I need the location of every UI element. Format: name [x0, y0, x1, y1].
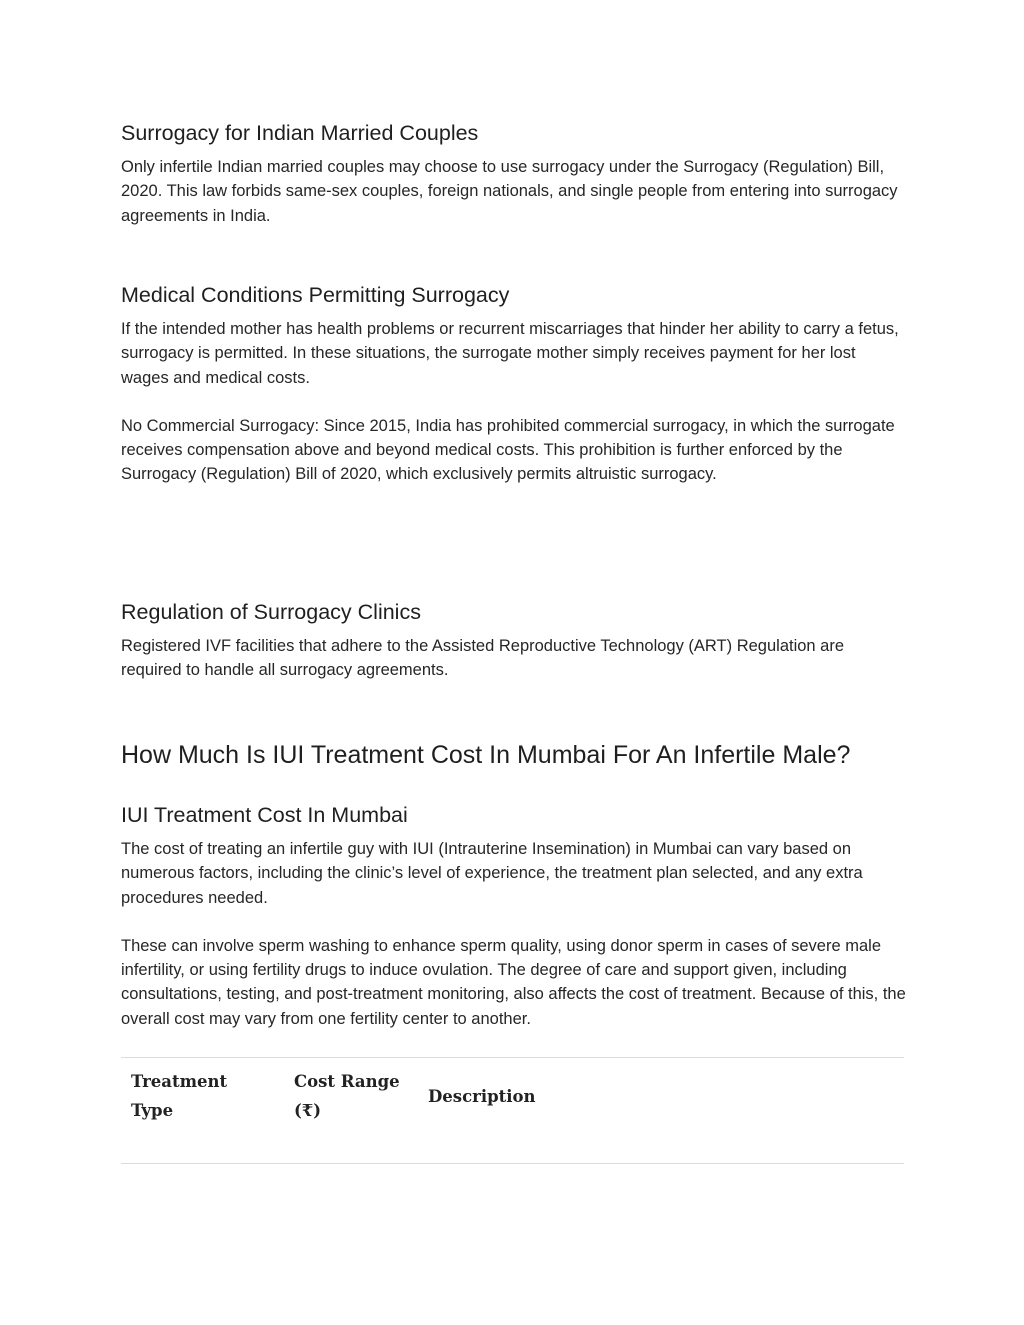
section-medical-conditions: [121, 281, 907, 487]
main-heading-block: [121, 739, 907, 771]
section-paragraph: If the intended mother has health problems or recurrent miscarriages that hinder her ability to carry a fetus, surrogacy is permitted. In these situations, the surrogate mother simply receives payment for her lost wages and medical costs.: [121, 320, 899, 387]
section-paragraph: These can involve sperm washing to enhance sperm quality, using donor sperm in cases of severe male infertility, or using fertility drugs to induce ovulation. The degree of care and support given, including consultations, testing, and post-treatment monitoring, also affects the cost of treatment. Because of this, the overall cost may vary from one fertility center to another.: [121, 936, 906, 1028]
section-paragraph: Only infertile Indian married couples may choose to use surrogacy under the Surrogacy (Regulation) Bill, 2020. This law forbids same-sex couples, foreign nationals, and single people from entering into surrogacy agreements in India.: [121, 158, 898, 225]
section-heading: Surrogacy for Indian Married Couples: [121, 121, 479, 145]
main-heading: How Much Is IUI Treatment Cost In Mumbai For An Infertile Male?: [121, 741, 851, 769]
section-paragraph: The cost of treating an infertile guy with IUI (Intrauterine Insemination) in Mumbai can vary based on numerous factors, including the clinic’s level of experience, the treatment plan selected, and any extra procedures needed.: [121, 840, 863, 907]
table-header-cost-range: Cost Range (₹): [294, 1072, 400, 1120]
section-paragraph: Registered IVF facilities that adhere to the Assisted Reproductive Technology (ART) Regulation are required to handle all surrogacy agreements.: [121, 637, 845, 680]
section-heading: Medical Conditions Permitting Surrogacy: [121, 283, 510, 307]
section-surrogacy-married-couples: [121, 119, 907, 228]
section-paragraph-no-commercial: No Commercial Surrogacy: Since 2015, India has prohibited commercial surrogacy, in which the surrogate receives compensation above and beyond medical costs. This prohibition is further enforced by the Surrogacy (Regulation) Bill of 2020, which exclusively permits altruistic surrogacy.: [121, 416, 895, 484]
cost-table: [121, 1057, 904, 1164]
section-regulation-clinics: [121, 598, 907, 683]
section-iui-cost: [121, 801, 907, 1031]
section-heading: Regulation of Surrogacy Clinics: [121, 600, 421, 624]
table-header-treatment-type: Treatment Type: [131, 1072, 228, 1120]
section-heading: IUI Treatment Cost In Mumbai: [121, 803, 408, 827]
table-header-description: Description: [428, 1087, 536, 1106]
